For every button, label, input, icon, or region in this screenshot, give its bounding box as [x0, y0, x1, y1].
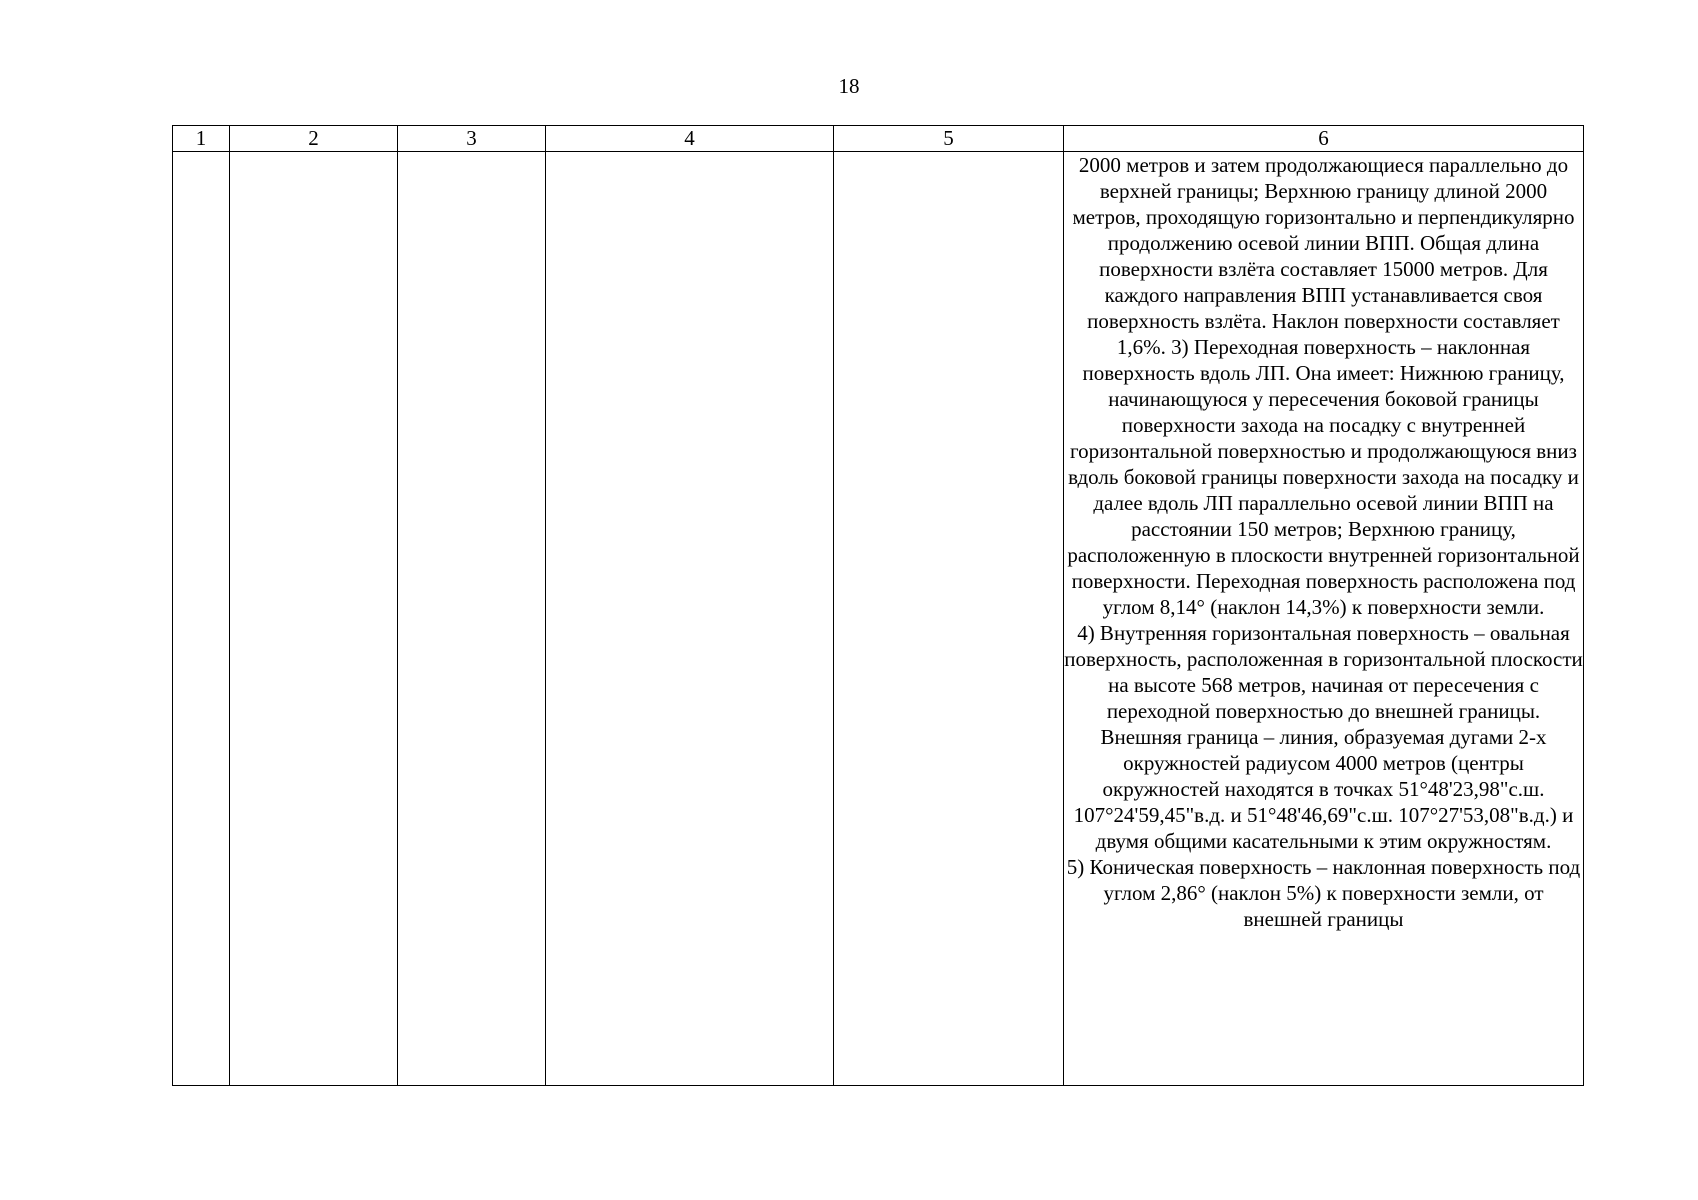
surface-description-paragraph: 4) Внутренняя горизонтальная поверхность – овальная поверхность, расположенная в горизонтальной плоскости на высоте 568 метров, начиная от пересечения с переходной поверхностью до внешней границы. Внешняя граница – линия, образуемая дугами 2-х окружностей радиусом 4000 метров (центры окружностей находятся в точках 51°48'23,98"с.ш. 107°24'59,45"в.д. и 51°48'46,69"с.ш. 107°27'53,08"в.д.) и двумя общими касательными к этим окружностям. [1064, 621, 1583, 853]
cell-col-6 [1064, 152, 1584, 1086]
surface-description-paragraph: 5) Коническая поверхность – наклонная поверхность под углом 2,86° (наклон 5%) к поверхности земли, от внешней границы [1066, 855, 1581, 931]
table-header [173, 126, 1584, 152]
surface-description-paragraph: 2000 метров и затем продолжающиеся параллельно до верхней границы; Верхнюю границу длиной 2000 метров, проходящую горизонтально и перпендикулярно продолжению осевой линии ВПП. Общая длина поверхности взлёта составляет 15000 метров. Для каждого направления ВПП устанавливается своя поверхность взлёта. Наклон поверхности составляет 1,6%. 3) Переходная поверхность – наклонная поверхность вдоль ЛП. Она имеет: Нижнюю границу, начинающуюся у пересечения боковой границы поверхности захода на посадку с внутренней горизонтальной поверхностью и продолжающуюся вниз вдоль боковой границы поверхности захода на посадку и далее вдоль ЛП параллельно осевой линии ВПП на расстоянии 150 метров; Верхнюю границу, расположенную в плоскости внутренней горизонтальной поверхности. Переходная поверхность расположена под углом 8,14° (наклон 14,3%) к поверхности земли. [1067, 153, 1580, 619]
column-header-5: 5 [834, 126, 1064, 152]
page-number: 18 [838, 74, 860, 98]
column-header-4: 4 [546, 126, 834, 152]
column-header-1: 1 [173, 126, 230, 152]
cell-col-5 [834, 152, 1064, 1086]
column-header-3: 3 [398, 126, 546, 152]
table-body [173, 152, 1584, 1086]
cell-col-3 [398, 152, 546, 1086]
column-header-6: 6 [1064, 126, 1584, 152]
column-header-2: 2 [230, 126, 398, 152]
document-table [172, 125, 1584, 1086]
cell-col-1 [173, 152, 230, 1086]
table-row [173, 152, 1584, 1086]
header-row [173, 126, 1584, 152]
cell-col-2 [230, 152, 398, 1086]
cell-col-4 [546, 152, 834, 1086]
